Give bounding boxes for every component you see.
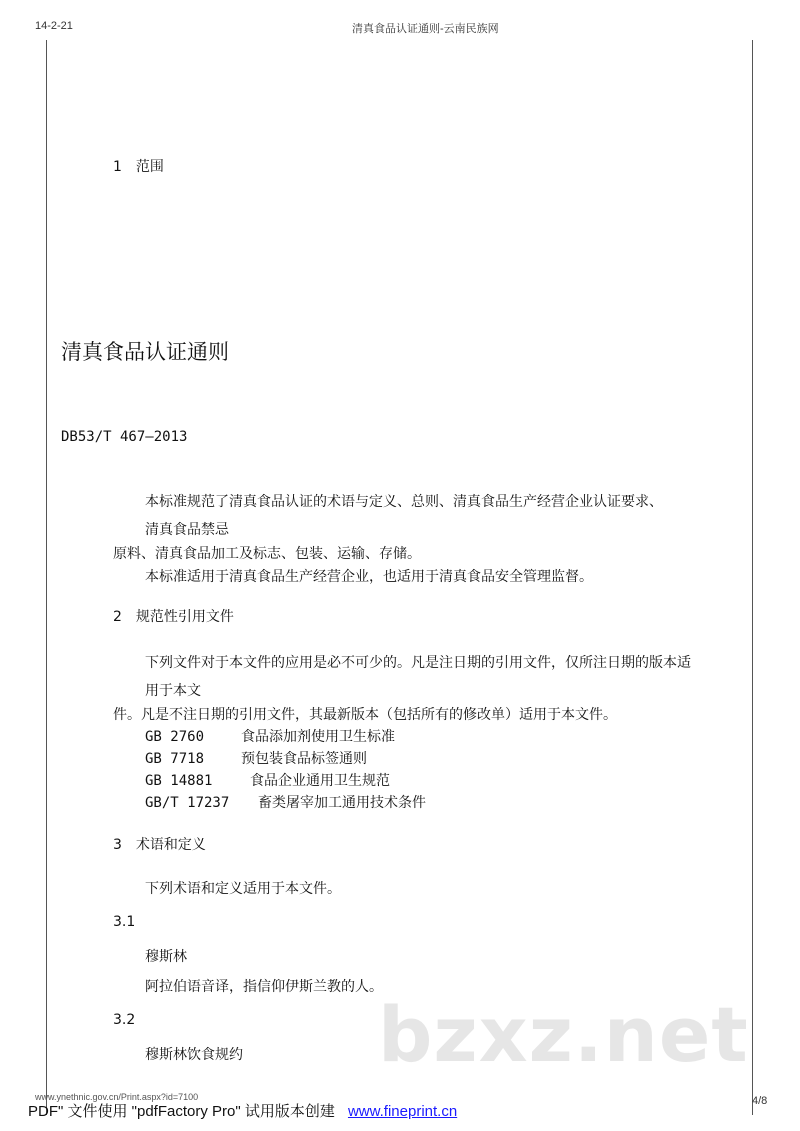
term-number: 3.1 [113, 914, 136, 930]
references-intro-line: 下列文件对于本文件的应用是必不可少的。凡是注日期的引用文件，仅所注日期的版本适 [145, 655, 691, 671]
reference-name: 预包装食品标签通则 [241, 751, 367, 767]
print-page-title: 清真食品认证通则-云南民族网 [352, 23, 499, 35]
reference-item [145, 792, 426, 814]
term-name: 穆斯林 [145, 949, 187, 965]
section-heading-scope: 1 范围 [113, 159, 164, 175]
term-name: 穆斯林饮食规约 [145, 1047, 243, 1063]
references-intro-line: 件。凡是不注日期的引用文件，其最新版本（包括所有的修改单）适用于本文件。 [113, 707, 617, 723]
section-heading-normative-references: 2 规范性引用文件 [113, 609, 234, 625]
source-url: www.ynethnic.gov.cn/Print.aspx?id=7100 [35, 1092, 199, 1102]
print-date: 14-2-21 [35, 20, 73, 32]
scope-paragraph-line: 本标准规范了清真食品认证的术语与定义、总则、清真食品生产经营企业认证要求、 [145, 494, 663, 510]
right-border-line [752, 40, 753, 1115]
references-intro-line: 用于本文 [145, 683, 201, 699]
document-title: 清真食品认证通则 [61, 340, 229, 364]
reference-item [145, 748, 426, 770]
reference-name: 食品企业通用卫生规范 [250, 773, 390, 789]
fineprint-link[interactable]: www.fineprint.cn [347, 1103, 458, 1120]
left-border-line [46, 40, 47, 1115]
section-heading-terms: 3 术语和定义 [113, 837, 206, 853]
reference-name: 食品添加剂使用卫生标准 [241, 729, 395, 745]
scope-paragraph-line: 清真食品禁忌 [145, 522, 229, 538]
page-number: 4/8 [752, 1095, 768, 1107]
reference-list [145, 726, 426, 814]
reference-code: GB 7718 [145, 751, 205, 767]
reference-code: GB 14881 [145, 773, 213, 789]
reference-code: GB/T 17237 [145, 795, 230, 811]
scope-paragraph-line: 原料、清真食品加工及标志、包装、运输、存储。 [113, 546, 421, 562]
pdf-footer [28, 1100, 457, 1121]
reference-item [145, 726, 426, 748]
standard-code: DB53/T 467—2013 [61, 429, 188, 445]
reference-item [145, 770, 426, 792]
pdf-creator-note: PDF" 文件使用 "pdfFactory Pro" 试用版本创建 [28, 1103, 335, 1120]
watermark-text: bzxz.net [378, 990, 749, 1079]
reference-code: GB 2760 [145, 729, 205, 745]
reference-name: 畜类屠宰加工通用技术条件 [258, 795, 426, 811]
scope-applicability: 本标准适用于清真食品生产经营企业，也适用于清真食品安全管理监督。 [145, 569, 593, 585]
term-definition: 阿拉伯语音译，指信仰伊斯兰教的人。 [145, 979, 383, 995]
term-number: 3.2 [113, 1012, 136, 1028]
terms-intro: 下列术语和定义适用于本文件。 [145, 881, 341, 897]
